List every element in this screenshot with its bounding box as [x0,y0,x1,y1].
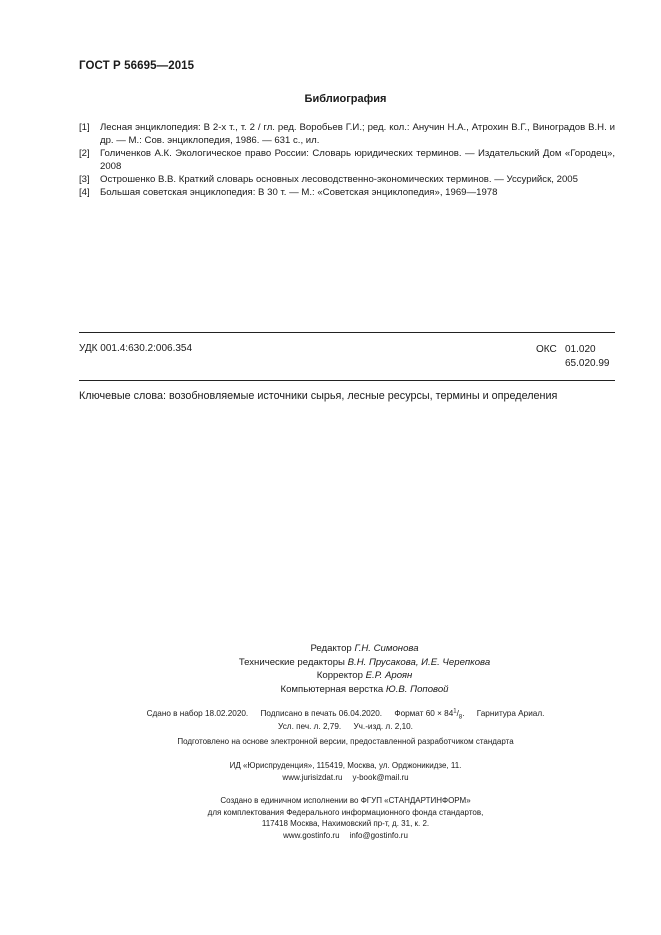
creator-address: 117418 Москва, Нахимовский пр-т, д. 31, к. 2. [261,819,430,828]
publisher-site-link[interactable]: www.jurisizdat.ru [282,772,343,782]
bibliography-item-text: Голиченков А.К. Экологическое право России: Словарь юридических терминов. — Издательский Дом «Городец», 2008 [100,148,615,172]
creator-contacts [30,830,661,842]
bibliography-item-text: Лесная энциклопедия: В 2-х т., т. 2 / гл. ред. Воробьев Г.И.; ред. кол.: Анучин Н.А., Атрохин В.Г., Виноградов В.Н. и др. — М.: Сов. энциклопедия, 1986. — 631 с., ил. [100,122,615,146]
tech-editors-label: Технические редакторы [238,656,345,668]
publisher-address: ИД «Юриспруденция», 115419, Москва, ул. Орджоникидзе, 11. [229,761,462,770]
print-info [0,708,661,733]
creator-line-2: для комплектования Федерального информационного фонда стандартов, [207,807,484,817]
tech-editors-names: В.Н. Прусакова, И.Е. Черепкова [347,656,491,668]
signed-date: Подписано в печать 06.04.2020. [260,709,383,718]
creator-line-1: Создано в единичном исполнении во ФГУП «СТАНДАРТИНФОРМ» [220,796,471,805]
bibliography-item-text: Острошенко В.В. Краткий словарь основных лесоводственно-экономических терминов. — Уссурийск, 2005 [100,174,578,185]
publisher-block [0,760,661,783]
udk-code: УДК 001.4:630.2:006.354 [79,343,193,354]
creator-block [0,795,661,841]
paper-format: Формат $60 \times 84^1/_8$. [394,708,465,721]
oks-label: ОКС [536,344,557,355]
keywords-line: Ключевые слова: возобновляемые источники сырья, лесные ресурсы, термины и определения [79,390,558,402]
document-header: ГОСТ Р 56695—2015 [79,60,195,72]
editor-label: Редактор [310,643,352,654]
source-note: Подготовлено на основе электронной версии, предоставленной разработчиком стандарта [177,737,514,746]
oks-code: 01.020 [565,344,596,355]
oks-code: 65.020.99 [565,358,610,369]
print-sheets-line [30,721,661,734]
editor-line [68,642,661,656]
bibliography-item [79,186,615,199]
corrector-line [68,669,661,683]
bibliography-item [79,173,615,186]
print-info-line [30,708,661,721]
corrector-name: Е.Р. Ароян [365,670,413,681]
layout-label: Компьютерная верстка [280,683,384,695]
bottom-divider [79,380,615,381]
creator-site-link[interactable]: www.gostinfo.ru [283,830,340,840]
corrector-label: Корректор [316,670,363,681]
editor-name: Г.Н. Симонова [354,643,419,654]
layout-line [68,683,661,697]
submitted-date: Сдано в набор 18.02.2020. [146,709,249,718]
creator-email-link[interactable]: info@gostinfo.ru [349,830,408,840]
publisher-contacts [30,772,661,784]
bibliography-item-number: [2] [79,148,90,159]
layout-name: Ю.В. Поповой [385,683,449,695]
bibliography-item-number: [4] [79,187,90,198]
tech-editors-line [68,656,661,670]
bibliography-title: Библиография [304,93,387,105]
bibliography-item-number: [1] [79,122,90,133]
edition-sheets: Уч.-изд. л. 2,10. [353,721,413,731]
top-divider [79,332,615,333]
credits-block [0,642,661,696]
bibliography-list [79,121,615,199]
bibliography-item-text: Большая советская энциклопедия: В 30 т. — М.: «Советская энциклопедия», 1969—1978 [100,187,498,198]
typeface: Гарнитура Ариал. [476,709,545,718]
oks-block [536,343,610,371]
publisher-email-link[interactable]: y-book@mail.ru [352,772,409,782]
bibliography-item [79,121,615,147]
bibliography-item [79,147,615,173]
bibliography-item-number: [3] [79,174,90,185]
print-sheets: Усл. печ. л. 2,79. [278,721,342,731]
